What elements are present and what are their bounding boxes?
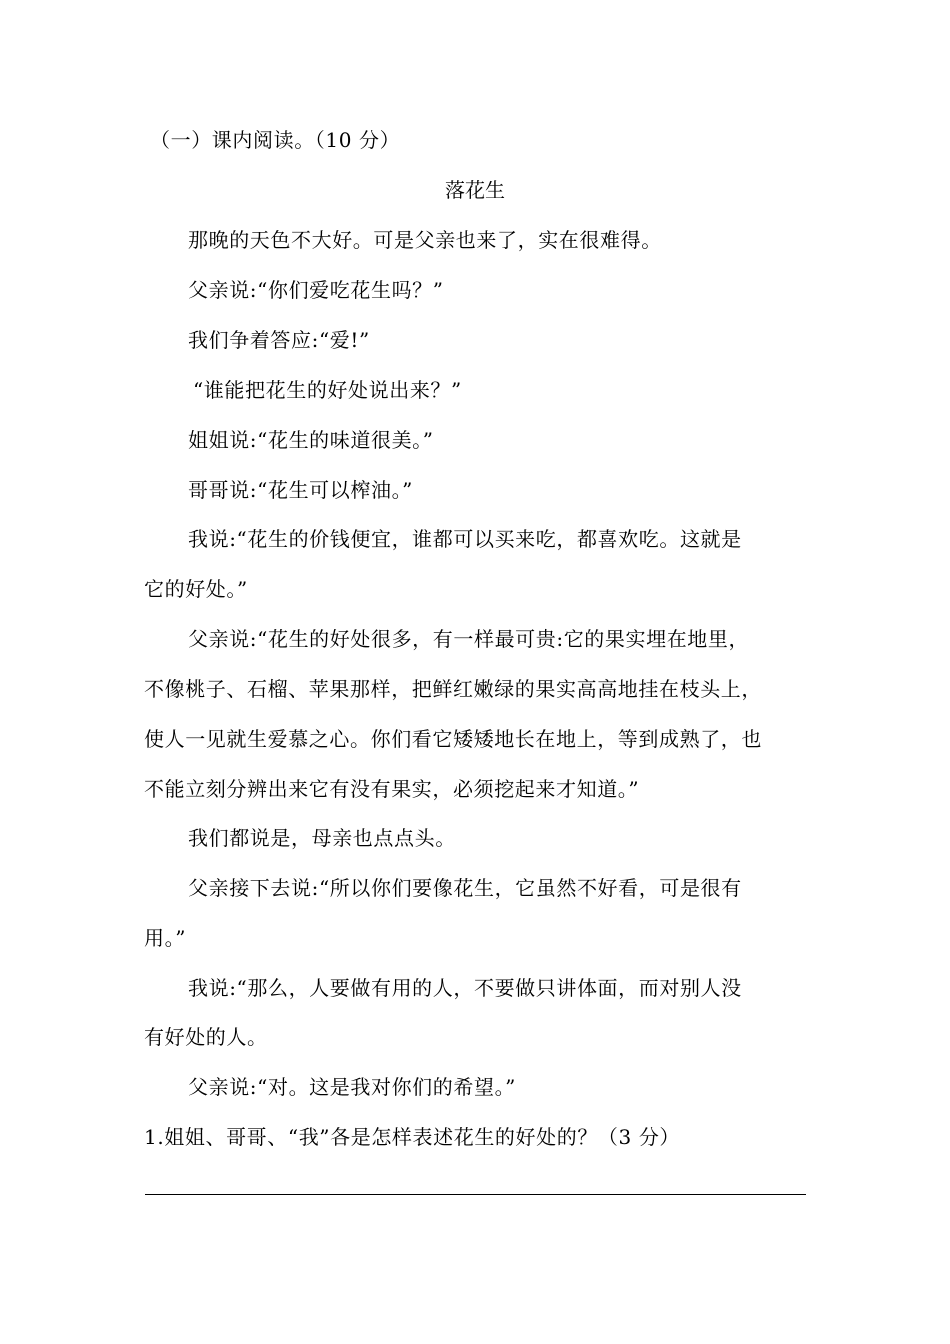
passage-line: 有好处的人。: [144, 1025, 268, 1049]
passage-line: 它的好处。”: [144, 577, 248, 601]
passage-line: 不能立刻分辨出来它有没有果实，必须挖起来才知道。”: [144, 777, 640, 801]
passage-line: 那晚的天色不大好。可是父亲也来了，实在很难得。: [188, 228, 662, 252]
passage-line: 使人一见就生爱慕之心。你们看它矮矮地长在地上，等到成熟了，也: [144, 727, 762, 751]
passage-title: 落花生: [445, 178, 505, 202]
passage-line: 我们争着答应:“爱!”: [188, 328, 370, 352]
passage-line: 姐姐说:“花生的味道很美。”: [188, 428, 434, 452]
passage-line: 我说:“花生的价钱便宜，谁都可以买来吃，都喜欢吃。这就是: [188, 527, 742, 551]
passage-line: 哥哥说:“花生可以榨油。”: [188, 478, 413, 502]
section-heading: （一）课内阅读。（10 分）: [150, 128, 401, 152]
passage-line: 父亲说:“花生的好处很多，有一样最可贵:它的果实埋在地里，: [188, 627, 750, 651]
passage-line: 我说:“那么，人要做有用的人，不要做只讲体面，而对别人没: [188, 976, 742, 1000]
passage-line: “谁能把花生的好处说出来？”: [193, 378, 462, 402]
passage-line: 父亲说:“对。这是我对你们的希望。”: [188, 1075, 516, 1099]
passage-line: 我们都说是，母亲也点点头。: [188, 826, 456, 850]
passage-line: 父亲接下去说:“所以你们要像花生，它虽然不好看，可是很有: [188, 876, 742, 900]
passage-line: 不像桃子、石榴、苹果那样，把鲜红嫩绿的果实高高地挂在枝头上，: [144, 677, 762, 701]
answer-blank-line[interactable]: [145, 1194, 806, 1195]
passage-line: 用。”: [144, 926, 187, 950]
passage-line: 父亲说:“你们爱吃花生吗？”: [188, 278, 444, 302]
question-1-text: 1.姐姐、哥哥、“我”各是怎样表述花生的好处的？（3 分）: [144, 1125, 681, 1149]
